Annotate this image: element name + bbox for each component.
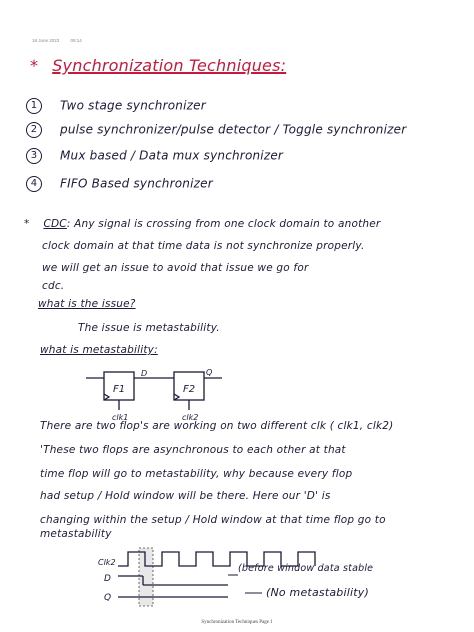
para-line-1: There are two flop's are working on two different clk ( clk1, clk2) [40, 420, 394, 432]
para-line-6: metastability [40, 528, 112, 540]
item-number: 1 [26, 98, 42, 114]
item-text: FIFO Based synchronizer [60, 176, 213, 191]
cdc-star: * [24, 218, 30, 230]
issue-heading: what is the issue? [38, 298, 136, 310]
para-line-4: had setup / Hold window will be there. Here our 'D' is [40, 490, 331, 502]
title-text: Synchronization Techniques: [52, 56, 287, 75]
waveform-d-label: D [104, 574, 111, 584]
cdc-line-2: clock domain at that time data is not synchronize properly. [42, 240, 365, 252]
cdc-label: CDC [43, 218, 67, 230]
q-signal-label: Q [206, 368, 213, 377]
item-number: 4 [26, 176, 42, 192]
waveform-note-2: (No metastability) [266, 586, 369, 599]
waveform-clk-label: Clk2 [98, 558, 116, 567]
time-text: 09:14 [70, 38, 82, 43]
item-text: Two stage synchronizer [60, 98, 206, 113]
para-line-5: changing within the setup / Hold window at that time flop go to [40, 514, 386, 526]
item-text: Mux based / Data mux synchronizer [60, 148, 284, 163]
item-text: pulse synchronizer/pulse detector / Toggle synchronizer [60, 122, 407, 137]
d-waveform [118, 576, 228, 585]
title-star: * [30, 56, 39, 75]
flop-2-label: F2 [183, 384, 196, 395]
item-number: 3 [26, 148, 42, 164]
metastability-heading: what is metastability: [40, 344, 158, 356]
d-signal-label: D [141, 369, 148, 378]
issue-answer: The issue is metastability. [78, 322, 220, 334]
page-footer: Synchronization Techniques Page 1 [201, 620, 273, 625]
flop-1-label: F1 [113, 384, 126, 395]
clk2-label: clk2 [182, 413, 199, 422]
cdc-line-4: cdc. [42, 280, 65, 292]
para-line-2: 'These two flops are asynchronous to each other at that [40, 444, 346, 456]
clk1-label: clk1 [112, 413, 129, 422]
waveform-note-1: (before window data stable [238, 563, 374, 574]
cdc-text-1: : Any signal is crossing from one clock domain to another [66, 218, 381, 230]
date-text: 18 June 2023 [32, 38, 60, 43]
para-line-3: time flop will go to metastability, why because every flop [40, 468, 353, 480]
cdc-line-3: we will get an issue to avoid that issue we go for [42, 262, 309, 274]
item-number: 2 [26, 122, 42, 138]
waveform-q-label: Q [104, 593, 112, 603]
